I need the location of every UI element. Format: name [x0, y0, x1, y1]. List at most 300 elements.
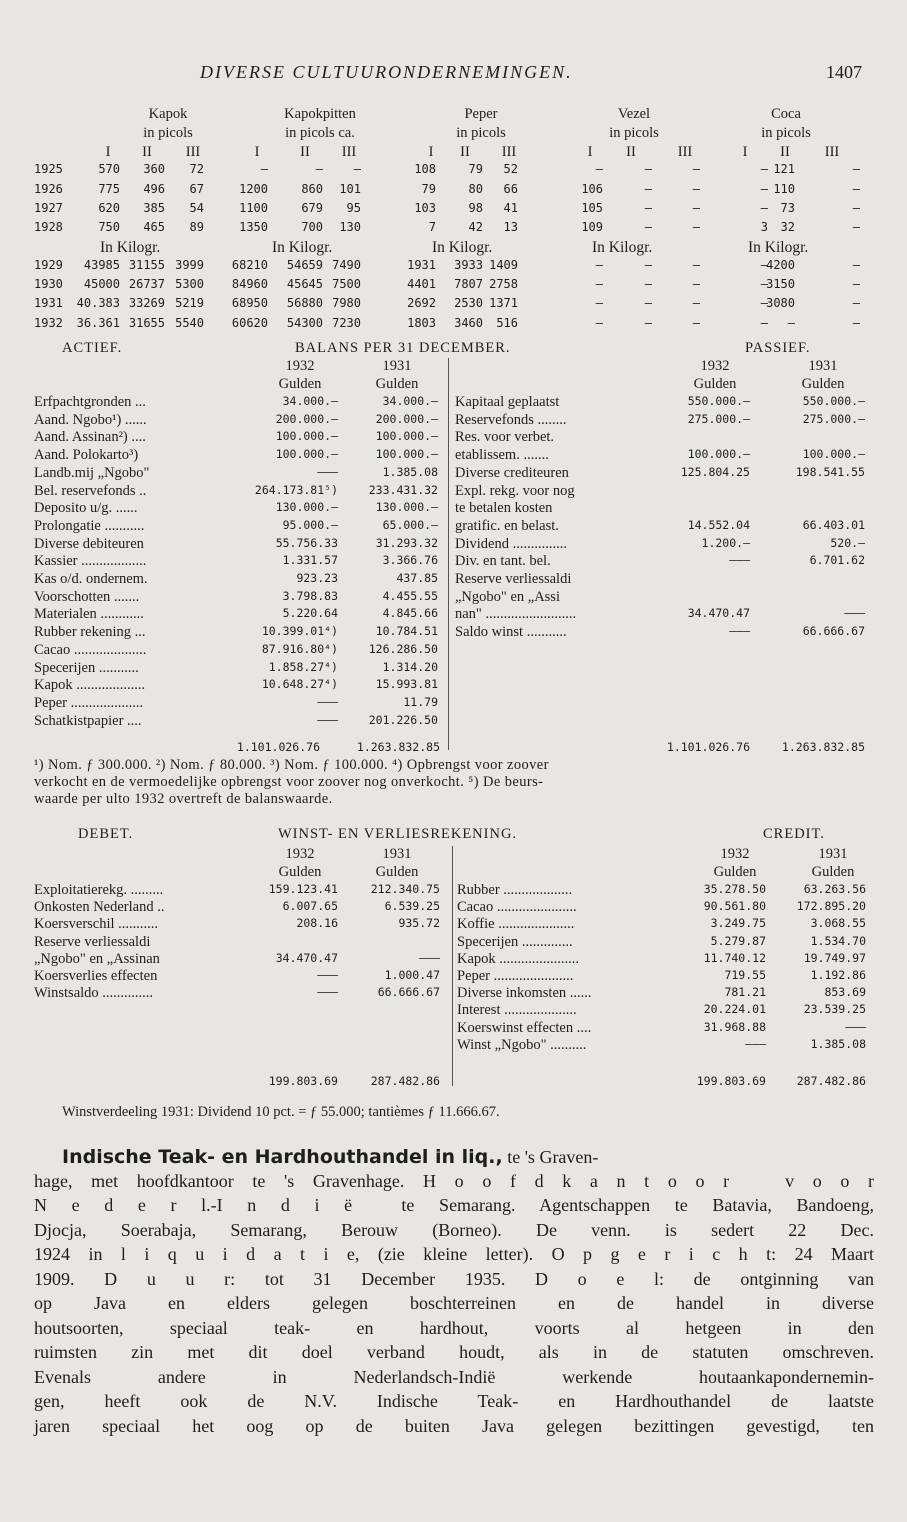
group-name: Kapok	[148, 106, 188, 122]
data-cell: 1200	[239, 182, 268, 196]
winst-right-v2: 3.068.55	[810, 916, 866, 931]
year-header: 1931	[808, 358, 838, 374]
kilogr-label: In Kilogr.	[272, 239, 333, 256]
data-cell: 5219	[175, 296, 204, 310]
data-cell: 7490	[332, 258, 361, 272]
data-cell: 2530	[454, 296, 483, 310]
balans-left-v2: 100.000.—	[375, 447, 438, 462]
winst-title: WINST- EN VERLIESREKENING.	[278, 826, 518, 842]
winst-right-v2: 19.749.97	[803, 950, 866, 965]
balans-left-v1: ———	[317, 712, 338, 727]
balans-footnote: verkocht en de vermoedelijke opbrengst voor zoover nog onverkocht. ⁵) De beurs-	[34, 774, 544, 790]
data-cell: 4200	[766, 258, 795, 272]
balans-left-v2: 3.366.76	[382, 553, 438, 568]
balans-left-v1: 95.000.—	[282, 517, 338, 532]
data-cell: —	[644, 258, 652, 272]
winst-total-left-1: 199.803.69	[268, 1074, 338, 1088]
kilogr-label: In Kilogr.	[592, 239, 653, 256]
balans-right-label: nan" .........................	[455, 606, 577, 623]
winst-right-v2: 1.192.86	[810, 968, 866, 982]
data-cell: 7980	[332, 296, 361, 310]
winst-left-v2: 935.72	[398, 916, 440, 931]
balans-left-label: Erfpachtgronden ...	[34, 394, 146, 410]
data-cell: —	[644, 201, 652, 215]
data-cell: 72	[189, 162, 204, 176]
row-year: 1930	[34, 277, 63, 291]
article-line: Evenals andere in Nederlandsch-Indië werkende houtaankapondernemin-	[34, 1366, 874, 1387]
balans-right-label: Reservefonds ........	[455, 411, 567, 428]
group-unit: in picols ca.	[285, 125, 355, 141]
balans-left-label: Rubber rekening ...	[34, 624, 146, 641]
winst-right-v1: 719.55	[724, 968, 766, 982]
year-header: 1932	[700, 358, 730, 374]
winst-left-v1: 208.16	[296, 916, 338, 931]
balans-left-label: Aand. Polokarto³)	[34, 447, 139, 464]
group-unit: in picols	[456, 125, 506, 141]
balans-left-label: Prolongatie ...........	[34, 517, 145, 534]
balans-left-label: Kas o/d. ondernem.	[34, 571, 148, 587]
actief-label: ACTIEF.	[62, 340, 123, 356]
data-cell: 360	[143, 162, 165, 176]
winst-right-v1: ———	[745, 1036, 766, 1051]
winst-right-v1: 781.21	[724, 985, 766, 1000]
winst-right-v1: 3.249.75	[710, 916, 766, 931]
balans-right-label: te betalen kosten	[455, 500, 553, 517]
data-cell: 700	[301, 220, 323, 234]
winst-right-v1: 5.279.87	[710, 933, 766, 948]
winst-right-v1: 90.561.80	[703, 899, 766, 914]
data-cell: 860	[301, 182, 323, 196]
row-year: 1932	[34, 316, 63, 330]
balans-right-label: Div. en tant. bel.	[455, 553, 551, 570]
data-cell: 33269	[128, 296, 165, 310]
balans-left-v2: 201.226.50	[368, 712, 438, 727]
balans-total-right-2: 1.263.832.85	[781, 740, 865, 754]
balans-left-v2: 15.993.81	[375, 677, 438, 692]
data-cell: 1350	[239, 220, 268, 234]
balans-right-v1: 34.470.47	[687, 606, 750, 621]
winst-left-v1: ———	[317, 985, 338, 1000]
kilogr-label: In Kilogr.	[100, 239, 161, 256]
data-cell: —	[760, 201, 768, 215]
winst-left-v2: 212.340.75	[370, 882, 440, 896]
balans-left-label: Kapok ...................	[34, 677, 146, 694]
data-cell: 3933	[454, 258, 483, 272]
balans-right-label: Dividend ...............	[455, 535, 567, 552]
balans-left-v2: 10.784.51	[375, 624, 438, 639]
balans-left-v2: 200.000.—	[375, 411, 438, 426]
data-cell: 2692	[407, 296, 436, 310]
balans-left-v1: 100.000.—	[275, 429, 338, 444]
year-header: 1931	[382, 358, 412, 374]
data-cell: 106	[581, 182, 603, 196]
balans-right-v2: 198.541.55	[795, 464, 865, 479]
winst-left-v1: 6.007.65	[282, 899, 338, 914]
data-cell: —	[692, 277, 700, 291]
balans-left-label: Deposito u/g. ......	[34, 500, 138, 517]
winst-right-v2: 172.895.20	[796, 899, 866, 914]
winst-right-label: Winst „Ngobo" ..........	[457, 1036, 587, 1053]
data-cell: —	[760, 162, 768, 176]
data-cell: 620	[98, 201, 120, 215]
group-name: Coca	[771, 106, 801, 122]
data-cell: —	[692, 296, 700, 310]
data-cell: —	[644, 182, 652, 196]
data-cell: —	[852, 182, 860, 196]
balans-left-label: Voorschotten .......	[34, 588, 140, 605]
balans-left-v2: 31.293.32	[375, 535, 438, 550]
winst-right-label: Interest ....................	[457, 1002, 577, 1019]
balans-right-v1: 14.552.04	[687, 517, 750, 532]
balans-left-label: Peper ....................	[34, 694, 144, 711]
data-cell: 73	[780, 201, 795, 215]
balans-left-v2: 11.79	[403, 694, 438, 709]
balans-right-label: etablissem. .......	[455, 447, 549, 464]
data-cell: 54300	[286, 316, 323, 330]
data-cell: 68950	[231, 296, 268, 310]
balans-left-v1: 55.756.33	[275, 535, 338, 550]
data-cell: 13	[503, 220, 518, 234]
data-cell: 7230	[332, 316, 361, 330]
data-cell: —	[852, 296, 860, 310]
debet-label: DEBET.	[78, 826, 134, 842]
winst-left-v2: ———	[419, 950, 440, 965]
unit-header: Gulden	[713, 864, 757, 880]
data-cell: 31655	[128, 316, 165, 330]
data-cell: 1803	[407, 316, 436, 330]
balans-left-label: Bel. reservefonds ..	[34, 482, 147, 499]
winst-right-v2: 23.539.25	[803, 1002, 866, 1017]
company-name: Indische Teak- en Hardhouthandel in liq.,	[62, 1146, 503, 1168]
data-cell: —	[644, 296, 652, 310]
row-year: 1928	[34, 220, 63, 234]
balans-right-v2: 66.403.01	[802, 517, 865, 532]
balans-left-label: Landb.mij „Ngobo"	[34, 464, 150, 481]
balans-left-label: Materialen ............	[34, 606, 144, 623]
data-cell: —	[692, 182, 700, 196]
sub-header: I	[587, 144, 593, 160]
winst-left-label: Koersverlies effecten	[34, 968, 158, 984]
data-cell: —	[692, 162, 700, 176]
data-cell: —	[595, 258, 603, 272]
data-cell: 43985	[83, 258, 120, 272]
sub-header: II	[300, 144, 310, 160]
row-year: 1929	[34, 258, 63, 272]
balans-right-label: „Ngobo" en „Assi	[455, 588, 560, 605]
data-cell: 105	[581, 201, 603, 215]
data-cell: 121	[773, 162, 795, 176]
data-cell: 5300	[175, 277, 204, 291]
data-cell: 110	[773, 182, 795, 196]
winst-left-label: Koersverschil ...........	[34, 916, 159, 933]
balans-right-v1: 100.000.—	[687, 447, 750, 462]
winst-right-label: Koerswinst effecten ....	[457, 1019, 592, 1036]
balans-left-v1: 130.000.—	[275, 500, 338, 515]
balans-right-label: Saldo winst ...........	[455, 624, 567, 641]
winst-total-left-2: 287.482.86	[370, 1074, 440, 1088]
article-first-line	[62, 1146, 598, 1168]
data-cell: 56880	[286, 296, 323, 310]
sub-header: III	[185, 144, 201, 160]
winst-right-v1: 20.224.01	[703, 1002, 766, 1017]
data-cell: 54659	[286, 258, 323, 272]
data-cell: —	[852, 316, 860, 330]
unit-header: Gulden	[801, 376, 845, 392]
data-cell: 385	[143, 201, 165, 215]
article-line: te 's Graven-	[502, 1147, 599, 1167]
data-cell: 7807	[454, 277, 483, 291]
data-cell: —	[644, 277, 652, 291]
balans-left-v1: 3.798.83	[282, 588, 338, 603]
data-cell: 26737	[128, 277, 165, 291]
data-cell: 95	[346, 201, 361, 215]
data-cell: 36.361	[76, 316, 120, 330]
article-line: houtsoorten, speciaal teak- en hardhout, voorts al hetgeen in den	[34, 1317, 874, 1338]
winst-total-right-2: 287.482.86	[796, 1074, 866, 1088]
balans-left-label: Cacao ....................	[34, 641, 147, 658]
sub-header: II	[460, 144, 470, 160]
sub-header: I	[742, 144, 748, 160]
passief-label: PASSIEF.	[745, 340, 811, 356]
data-cell: —	[852, 258, 860, 272]
data-cell: 3460	[454, 316, 483, 330]
data-cell: 5540	[175, 316, 204, 330]
data-cell: 109	[581, 220, 603, 234]
data-cell: 1931	[407, 258, 436, 272]
row-year: 1931	[34, 296, 63, 310]
data-cell: 750	[98, 220, 120, 234]
winst-left-v2: 1.000.47	[384, 968, 440, 982]
data-cell: —	[852, 277, 860, 291]
winst-left-v2: 66.666.67	[377, 985, 440, 1000]
data-cell: 98	[468, 201, 483, 215]
balans-left-v2: 100.000.—	[375, 429, 438, 444]
data-cell: —	[595, 296, 603, 310]
balans-left-v1: 10.648.27⁴)	[261, 677, 338, 692]
balans-total-left-1: 1.101.026.76	[236, 740, 320, 754]
balans-left-label: Specerijen ...........	[34, 659, 139, 676]
data-cell: 79	[421, 182, 436, 196]
balans-right-label: Kapitaal geplaatst	[455, 394, 560, 410]
data-cell: 54	[189, 201, 204, 215]
winst-right-v1: 31.968.88	[703, 1019, 766, 1034]
sub-header: III	[501, 144, 517, 160]
data-cell: 1371	[489, 296, 518, 310]
sub-header: II	[142, 144, 152, 160]
unit-header: Gulden	[375, 864, 419, 880]
group-unit: in picols	[609, 125, 659, 141]
winst-right-label: Diverse inkomsten ......	[457, 985, 592, 1002]
data-cell: 45645	[286, 277, 323, 291]
data-cell: 31155	[128, 258, 165, 272]
group-unit: in picols	[143, 125, 193, 141]
article-line: gen, heeft ook de N.V. Indische Teak- en Hardhouthandel de laatste	[34, 1391, 874, 1411]
winst-total-right-1: 199.803.69	[696, 1074, 766, 1088]
unit-header: Gulden	[278, 864, 322, 880]
row-year: 1925	[34, 162, 63, 176]
data-cell: 516	[496, 316, 518, 330]
balans-right-label: Diverse crediteuren	[455, 464, 569, 481]
winst-left-v1: 159.123.41	[268, 882, 338, 896]
data-cell: —	[260, 162, 268, 176]
row-year: 1926	[34, 182, 63, 196]
sub-header: I	[105, 144, 111, 160]
balans-left-v2: 130.000.—	[375, 500, 438, 515]
data-cell: 41	[503, 201, 518, 215]
balans-left-v2: 437.85	[396, 571, 438, 585]
balans-right-v1: 125.804.25	[680, 464, 750, 479]
data-cell: 3080	[766, 296, 795, 310]
winst-right-v2: 1.385.08	[810, 1036, 866, 1051]
balans-left-v1: ———	[317, 464, 338, 479]
data-cell: 496	[143, 182, 165, 196]
running-header-title: DIVERSE CULTUURONDERNEMINGEN.	[200, 62, 573, 82]
data-cell: —	[852, 162, 860, 176]
data-cell: —	[787, 316, 795, 330]
article-line: op Java en elders gelegen boschterreinen en de handel in diverse	[34, 1293, 874, 1313]
data-cell: 7	[428, 220, 436, 234]
balans-left-v2: 126.286.50	[368, 641, 438, 656]
data-cell: 45000	[83, 277, 120, 291]
group-name: Peper	[464, 106, 498, 122]
winst-left-label: Onkosten Nederland ..	[34, 899, 165, 916]
sub-header: III	[341, 144, 357, 160]
data-cell: 66	[503, 182, 518, 196]
data-cell: —	[760, 258, 768, 272]
balans-left-v1: ———	[317, 694, 338, 709]
winst-right-v2: ———	[845, 1019, 866, 1034]
data-cell: —	[315, 162, 323, 176]
data-cell: 2758	[489, 277, 518, 291]
data-cell: 4401	[407, 277, 436, 291]
balans-right-v1: 1.200.—	[701, 535, 750, 550]
balans-right-v2: ———	[844, 606, 865, 621]
balans-right-v2: 100.000.—	[802, 447, 865, 462]
sub-header: I	[254, 144, 260, 160]
data-cell: 40.383	[76, 296, 120, 310]
sub-header: III	[677, 144, 693, 160]
data-cell: 108	[414, 162, 436, 176]
winst-left-label: Reserve verliessaldi	[34, 933, 151, 950]
data-cell: —	[692, 201, 700, 215]
data-cell: —	[760, 296, 768, 310]
data-cell: 67	[189, 182, 204, 196]
data-cell: 60620	[231, 316, 268, 330]
data-cell: —	[692, 220, 700, 234]
kilogr-label: In Kilogr.	[748, 239, 809, 256]
winst-left-label: „Ngobo" en „Assinan	[34, 950, 160, 967]
winst-right-v1: 11.740.12	[703, 950, 766, 965]
winst-right-v2: 853.69	[824, 985, 866, 1000]
balans-right-v1: ———	[729, 624, 750, 639]
year-header: 1932	[285, 846, 315, 862]
balans-left-v2: 1.385.08	[382, 464, 438, 479]
balans-title: BALANS PER 31 DECEMBER.	[295, 340, 511, 356]
data-cell: —	[644, 316, 652, 330]
balans-left-v1: 923.23	[296, 571, 338, 585]
winst-right-label: Kapok ......................	[457, 950, 580, 967]
data-cell: 52	[503, 162, 518, 176]
balans-total-left-2: 1.263.832.85	[356, 740, 440, 754]
balans-right-label: Res. voor verbet.	[455, 429, 555, 446]
balans-right-v1: ———	[729, 553, 750, 568]
balans-right-v2: 550.000.—	[802, 394, 865, 408]
balans-total-right-1: 1.101.026.76	[666, 740, 750, 754]
balans-left-label: Aand. Ngobo¹) ......	[34, 411, 147, 428]
data-cell: —	[760, 277, 768, 291]
data-cell: 103	[414, 201, 436, 215]
sub-header: I	[428, 144, 434, 160]
data-cell: —	[353, 162, 361, 176]
balans-left-v1: 5.220.64	[282, 606, 338, 621]
balans-right-label: gratific. en belast.	[455, 517, 559, 534]
winst-left-v1: ———	[317, 968, 338, 982]
data-cell: —	[760, 316, 768, 330]
winst-right-label: Rubber ...................	[457, 882, 573, 898]
balans-left-v1: 264.173.81⁵)	[254, 482, 338, 497]
balans-divider	[448, 358, 449, 750]
balans-left-v2: 4.845.66	[382, 606, 438, 621]
data-cell: 32	[780, 220, 795, 234]
winst-left-label: Winstsaldo ..............	[34, 985, 154, 1002]
balans-right-label: Reserve verliessaldi	[455, 571, 572, 587]
data-cell: 84960	[231, 277, 268, 291]
row-year: 1927	[34, 201, 63, 215]
balans-right-v2: 66.666.67	[802, 624, 865, 639]
unit-header: Gulden	[278, 376, 322, 392]
winst-right-label: Specerijen ..............	[457, 933, 573, 950]
balans-right-v2: 275.000.—	[802, 411, 865, 426]
data-cell: —	[760, 182, 768, 196]
year-header: 1932	[720, 846, 750, 862]
balans-left-v2: 1.314.20	[382, 659, 438, 674]
data-cell: —	[595, 277, 603, 291]
data-cell: 3	[760, 220, 768, 234]
data-cell: 130	[339, 220, 361, 234]
balans-left-v1: 100.000.—	[275, 447, 338, 462]
data-cell: 3999	[175, 258, 204, 272]
data-cell: 101	[339, 182, 361, 196]
data-cell: —	[852, 220, 860, 234]
balans-left-label: Schatkistpapier ....	[34, 712, 142, 729]
balans-left-v1: 87.916.80⁴)	[261, 641, 338, 656]
credit-label: CREDIT.	[763, 826, 825, 842]
data-cell: 1100	[239, 201, 268, 215]
data-cell: —	[595, 316, 603, 330]
balans-left-label: Kassier ..................	[34, 553, 147, 570]
data-cell: 775	[98, 182, 120, 196]
balans-left-label: Diverse debiteuren	[34, 535, 144, 552]
balans-left-v1: 10.399.01⁴)	[261, 624, 338, 639]
data-cell: —	[852, 201, 860, 215]
winst-right-v2: 63.263.56	[803, 882, 866, 896]
data-cell: —	[644, 162, 652, 176]
data-cell: 80	[468, 182, 483, 196]
data-cell: —	[692, 258, 700, 272]
balans-left-v1: 1.331.57	[282, 553, 338, 568]
data-cell: 68210	[231, 258, 268, 272]
unit-header: Gulden	[693, 376, 737, 392]
balans-left-v2: 4.455.55	[382, 588, 438, 603]
balans-left-v1: 200.000.—	[275, 411, 338, 426]
balans-left-label: Aand. Assinan²) ....	[34, 429, 146, 446]
balans-left-v2: 65.000.—	[382, 517, 438, 532]
unit-header: Gulden	[811, 864, 855, 880]
data-cell: —	[644, 220, 652, 234]
year-header: 1932	[285, 358, 315, 374]
data-cell: 1409	[489, 258, 518, 272]
winst-left-v1: 34.470.47	[275, 950, 338, 965]
